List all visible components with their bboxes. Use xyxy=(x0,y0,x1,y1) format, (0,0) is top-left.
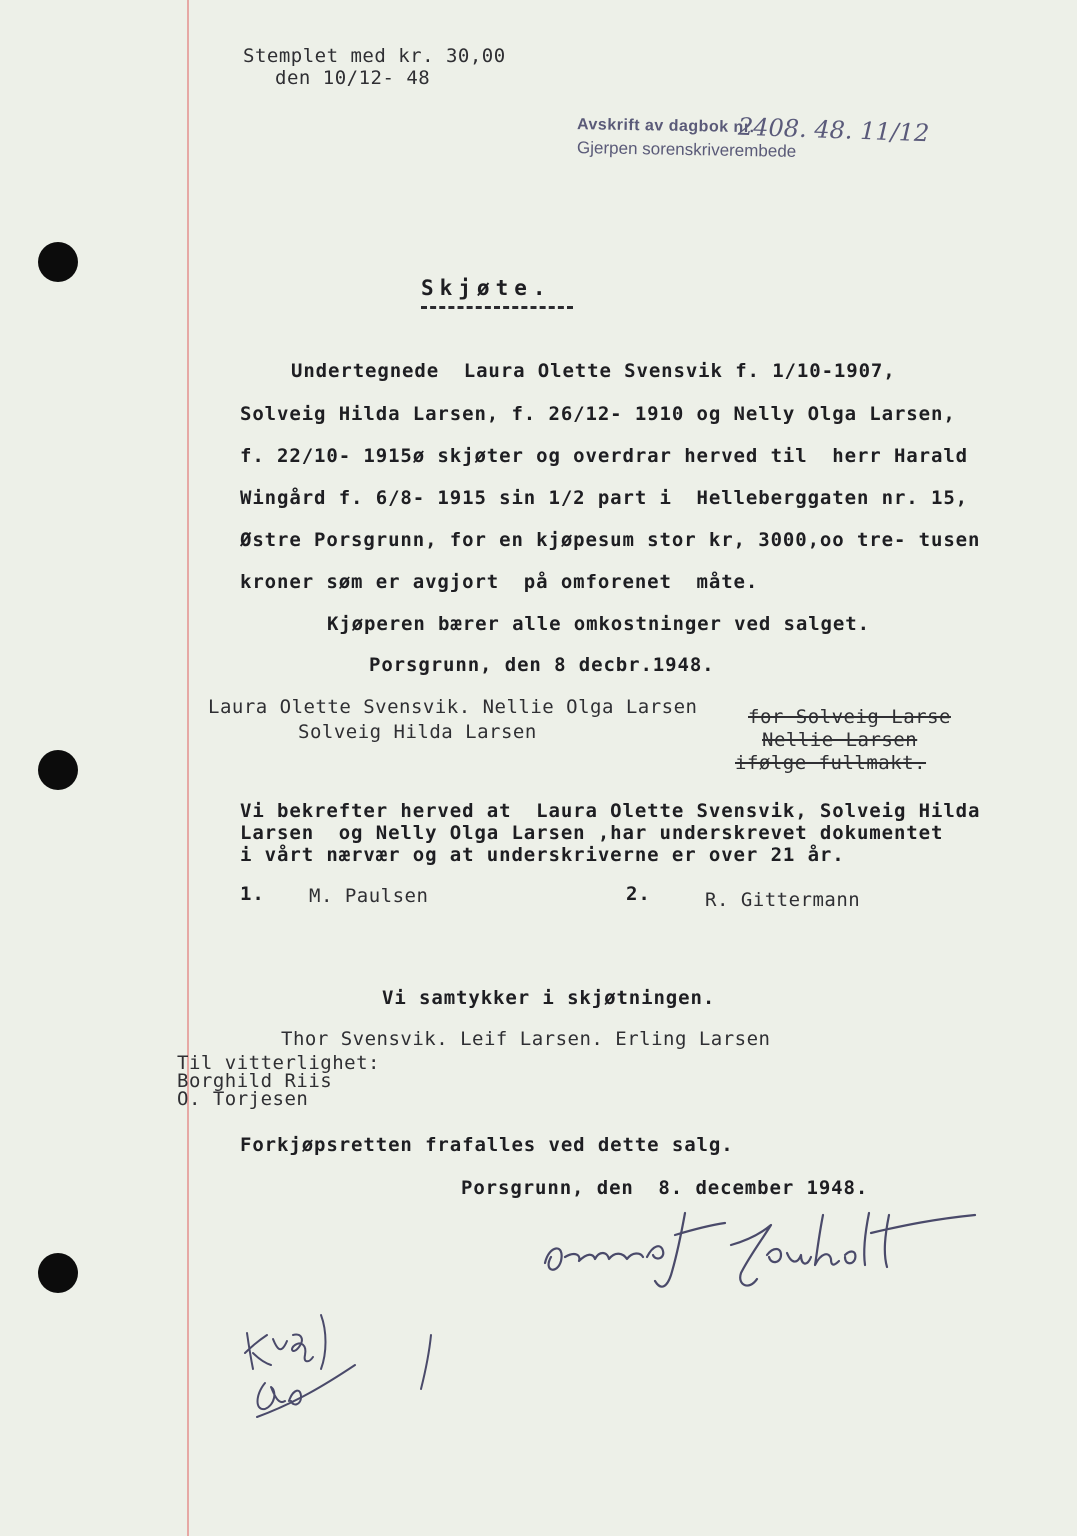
consent-heading: Vi samtykker i skjøtningen. xyxy=(382,987,716,1009)
consent-names: Thor Svensvik. Leif Larsen. Erling Larsen xyxy=(281,1028,771,1050)
punch-hole-top xyxy=(38,242,78,282)
sale-date: Porsgrunn, den 8 decbr.1948. xyxy=(369,654,715,676)
attest-name-2: O. Torjesen xyxy=(177,1088,309,1110)
signature-struck-2: Nellie Larsen xyxy=(762,729,918,751)
costs-clause: Kjøperen bærer alle omkostninger ved salget. xyxy=(327,613,870,635)
signature-struck-3: ifølge fullmakt. xyxy=(735,752,927,774)
punch-hole-bottom xyxy=(38,1253,78,1293)
body-line-6: kroner søm er avgjort på omforenet måte. xyxy=(240,571,759,593)
document-title: Skjøte. xyxy=(421,276,552,300)
body-line-3: f. 22/10- 1915ø skjøter og overdrar herved til herr Harald xyxy=(240,445,968,467)
waiver-text: Forkjøpsretten frafalles ved dette salg. xyxy=(240,1134,734,1156)
witness-name-2: R. Gittermann xyxy=(705,889,861,911)
stamp-note-line2: den 10/12- 48 xyxy=(275,67,431,89)
handwritten-journal-number: 2408. 48. 11/12 xyxy=(737,112,930,148)
signature-line-1: Laura Olette Svensvik. Nellie Olga Larsen xyxy=(208,696,698,718)
waiver-date: Porsgrunn, den 8. december 1948. xyxy=(461,1177,869,1199)
body-line-5: Østre Porsgrunn, for en kjøpesum stor kr, 3000,oo tre- tusen xyxy=(240,529,981,551)
handwritten-signature xyxy=(535,1195,985,1305)
red-margin-line xyxy=(187,0,189,1536)
body-line-4: Wingård f. 6/8- 1915 sin 1/2 part i Helleberggaten nr. 15, xyxy=(240,487,968,509)
punch-hole-middle xyxy=(38,750,78,790)
confirmation-line-1: Vi bekrefter herved at Laura Olette Svensvik, Solveig Hilda xyxy=(240,800,981,822)
witness-number-2: 2. xyxy=(626,883,651,905)
signature-line-2: Solveig Hilda Larsen xyxy=(298,721,537,743)
signature-struck-1: for Solveig Larse xyxy=(748,706,951,728)
office-stamp-line1: Avskrift av dagbok nr. xyxy=(576,116,755,137)
office-stamp-line2: Gjerpen sorenskriverembede xyxy=(576,138,797,161)
body-line-1: Undertegnede Laura Olette Svensvik f. 1/10-1907, xyxy=(291,360,896,382)
body-line-2: Solveig Hilda Larsen, f. 26/12- 1910 og Nelly Olga Larsen, xyxy=(240,403,956,425)
witness-number-1: 1. xyxy=(240,883,265,905)
confirmation-line-3: i vårt nærvær og at underskriverne er over 21 år. xyxy=(240,844,845,866)
witness-name-1: M. Paulsen xyxy=(309,885,429,907)
confirmation-line-2: Larsen og Nelly Olga Larsen ,har underskrevet dokumentet xyxy=(240,822,944,844)
attest-name-1: Borghild Riis xyxy=(177,1070,333,1092)
handwritten-initials xyxy=(235,1305,450,1435)
stamp-note-line1: Stemplet med kr. 30,00 xyxy=(243,45,506,67)
title-underline xyxy=(421,306,573,309)
attest-label: Til vitterlighet: xyxy=(177,1052,380,1074)
